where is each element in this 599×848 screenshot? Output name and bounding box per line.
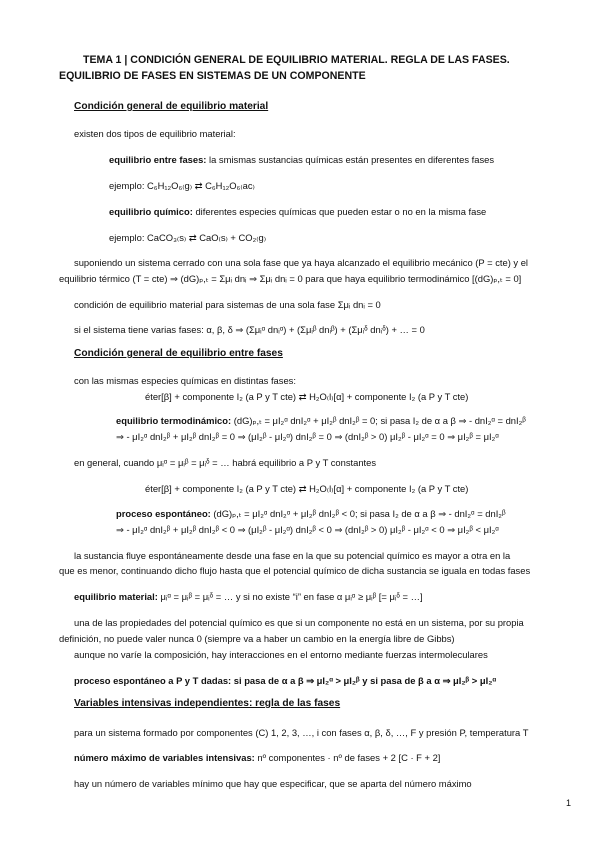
thermodynamic-equilibrium-label: equilibrio termodinámico: <box>116 415 232 426</box>
spontaneous-process-text: (dG)ₚ,ₜ = μI₂ᵅ dnI₂ᵅ + μI₂ᵝ dnI₂ᵝ < 0; si pasa I₂ de α a β ⇒ - dnI₂ᵅ = dnI₂ᵝ <box>210 508 506 519</box>
single-phase-condition: condición de equilibrio material para sistemas de una sola fase Σμᵢ dnᵢ = 0 <box>74 299 381 310</box>
phase-equilibrium-definition <box>109 154 494 166</box>
ether-water-equation-1: éter[β] + componente I₂ (a P y T cte) ⇄ H₂O₍l₎[α] + componente I₂ (a P y T cte) <box>145 391 469 402</box>
title-line-2: EQUILIBRIO DE FASES EN SISTEMAS DE UN COMPONENTE <box>59 70 366 82</box>
example-glucose: ejemplo: C₆H₁₂O₆₍g₎ ⇄ C₆H₁₂O₆₍ac₎ <box>109 180 255 191</box>
types-intro: existen dos tipos de equilibrio material: <box>74 128 236 139</box>
phase-equilibrium-text: la smismas sustancias químicas están presentes en diferentes fases <box>206 154 495 165</box>
chemical-equilibrium-text: diferentes especies químicas que pueden estar o no en la misma fase <box>192 206 487 217</box>
chemical-equilibrium-label: equilibrio químico: <box>109 206 193 217</box>
max-intensive-variables <box>74 752 440 764</box>
flow-explanation-line-2: que es menor, continuando dicho flujo hasta que el potencial químico de dicha sustancia se iguala en todas fases <box>59 565 531 576</box>
page-number: 1 <box>565 798 571 808</box>
phase-equilibrium-label: equilibrio entre fases: <box>109 154 207 165</box>
section-heading-phase-equilibrium: Condición general de equilibrio entre fases <box>74 348 283 359</box>
max-intensive-variables-label: número máximo de variables intensivas: <box>74 752 255 763</box>
min-variables-line: hay un número de variables mínimo que hay que especificar, que se aparta del número máximo <box>74 778 472 789</box>
spontaneous-process-label: proceso espontáneo: <box>116 508 211 519</box>
closed-system-line-1: suponiendo un sistema cerrado con una sola fase que ya haya alcanzado el equilibrio mecánico (P = cte) y el <box>74 257 529 268</box>
spontaneous-process-line-2: ⇒ - μI₂ᵅ dnI₂ᵝ + μI₂ᵝ dnI₂ᵝ < 0 ⇒ (μI₂ᵝ - μI₂ᵅ) dnI₂ᵝ < 0 ⇒ (dnI₂ᵝ > 0) μI₂ᵝ - μI₂ᵅ < 0 ⇒ μI₂ᵝ < μI₂ᵅ <box>116 524 499 535</box>
chemical-potential-property-line-1: una de las propiedades del potencial químico es que si un componente no está en un sistema, por su propia <box>74 617 524 628</box>
flow-explanation-line-1: la sustancia fluye espontáneamente desde una fase en la que su potencial químico es mayor a otra en la <box>74 550 511 561</box>
thermodynamic-equilibrium-line-1 <box>116 415 526 427</box>
section-heading-phase-rule: Variables intensivas independientes: regla de las fases <box>74 698 341 709</box>
system-components-line: para un sistema formado por componentes (C) 1, 2, 3, …, i con fases α, β, δ, …, F y presión P, temperatura T <box>74 727 529 738</box>
same-species-intro: con las mismas especies químicas en distintas fases: <box>74 375 296 386</box>
closed-system-line-2: equilibrio térmico (T = cte) ⇒ (dG)ₚ,ₜ = Σμᵢ dnᵢ ⇒ Σμᵢ dnᵢ = 0 para que haya equilibrio termodinámico [(dG)ₚ,ₜ = 0] <box>59 273 522 284</box>
thermodynamic-equilibrium-text: (dG)ₚ,ₜ = μI₂ᵅ dnI₂ᵅ + μI₂ᵝ dnI₂ᵝ = 0; si pasa I₂ de α a β ⇒ - dnI₂ᵅ = dnI₂ᵝ <box>231 415 526 426</box>
ether-water-equation-2: éter[β] + componente I₂ (a P y T cte) ⇄ H₂O₍l₎[α] + componente I₂ (a P y T cte) <box>145 483 469 494</box>
spontaneous-process-line-1 <box>116 508 506 520</box>
material-equilibrium-text: μᵢᵅ = μᵢᵝ = μᵢᵟ = … y si no existe “i” en fase α μᵢᵅ ≥ μᵢᵝ [= μᵢᵟ = …] <box>157 591 423 602</box>
chemical-equilibrium-definition <box>109 206 486 218</box>
section-heading-material-equilibrium: Condición general de equilibrio material <box>74 101 269 112</box>
general-equilibrium-condition: en general, cuando μᵢᵅ = μᵢᵝ = μᵢᵟ = … habrá equilibrio a P y T constantes <box>74 457 377 468</box>
thermodynamic-equilibrium-line-2: ⇒ - μI₂ᵅ dnI₂ᵝ + μI₂ᵝ dnI₂ᵝ = 0 ⇒ (μI₂ᵝ - μI₂ᵅ) dnI₂ᵝ = 0 ⇒ (dnI₂ᵝ > 0) μI₂ᵝ - μI₂ᵅ = 0 ⇒ μI₂ᵝ = μI₂ᵅ <box>116 431 499 442</box>
composition-interactions: aunque no varíe la composición, hay interacciones en el entorno mediante fuerzas intermoleculares <box>74 649 488 660</box>
title-line-1: TEMA 1 | CONDICIÓN GENERAL DE EQUILIBRIO MATERIAL. REGLA DE LAS FASES. <box>83 54 510 66</box>
material-equilibrium-condition <box>74 591 423 603</box>
example-calcium-carbonate: ejemplo: CaCO₃₍s₎ ⇄ CaO₍s₎ + CO₂₍g₎ <box>109 232 267 243</box>
multi-phase-condition: si el sistema tiene varias fases: α, β, δ ⇒ (Σμᵢᵅ dnᵢᵅ) + (Σμᵢᵝ dnᵢᵝ) + (Σμᵢᵟ dnᵢᵟ) + … = 0 <box>74 324 425 335</box>
max-intensive-variables-text: nº componentes · nº de fases + 2 [C · F + 2] <box>254 752 441 763</box>
material-equilibrium-label: equilibrio material: <box>74 591 158 602</box>
spontaneous-process-p-t: proceso espontáneo a P y T dadas: si pasa de α a β ⇒ μI₂ᵅ > μI₂ᵝ y si pasa de β a α ⇒ μI₂ᵝ > μI₂ᵅ <box>74 675 497 686</box>
chemical-potential-property-line-2: definición, no puede valer nunca 0 (siempre va a haber un cambio en la energía libre de Gibbs) <box>59 633 455 644</box>
